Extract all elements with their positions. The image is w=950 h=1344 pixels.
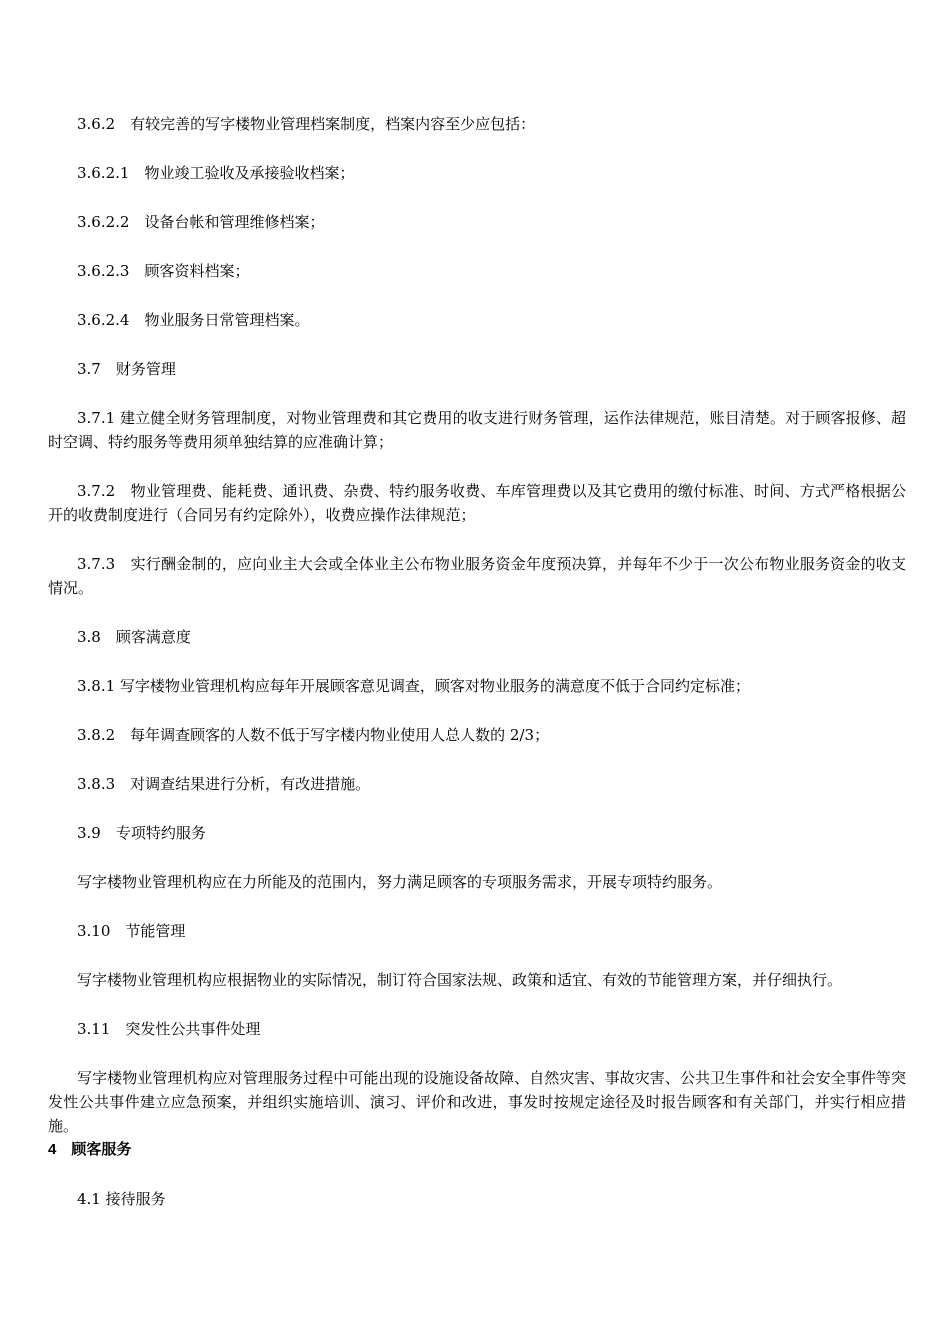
paragraph-3-6-2-3: 3.6.2.3 顾客资料档案； [77,262,250,280]
section-4-heading: 4 顾客服务 [48,1141,132,1158]
paragraph-3-7-3: 3.7.3 实行酬金制的，应向业主大会或全体业主公布物业服务资金年度预决算，并每年不少于一次公布物业服务资金的收支情况。 [48,555,906,597]
section-3-8-title: 3.8 顾客满意度 [77,628,191,646]
paragraph-3-8-1: 3.8.1 写字楼物业管理机构应每年开展顾客意见调查，顾客对物业服务的满意度不低于合同约定标准； [77,677,750,695]
paragraph-3-6-2: 3.6.2 有较完善的写字楼物业管理档案制度，档案内容至少应包括： [77,115,536,133]
paragraph-3-9-body: 写字楼物业管理机构应在力所能及的范围内，努力满足顾客的专项服务需求，开展专项特约服务。 [77,873,723,891]
paragraph-3-7-2: 3.7.2 物业管理费、能耗费、通讯费、杂费、特约服务收费、车库管理费以及其它费用的缴付标准、时间、方式严格根据公开的收费制度进行（合同另有约定除外），收费应操作法律规范； [48,482,906,524]
paragraph-3-10-body: 写字楼物业管理机构应根据物业的实际情况，制订符合国家法规、政策和适宜、有效的节能管理方案，并仔细执行。 [77,971,843,989]
section-3-9-title: 3.9 专项特约服务 [77,824,206,842]
paragraph-3-8-3: 3.8.3 对调查结果进行分析，有改进措施。 [77,775,371,793]
paragraph-4-1: 4.1 接待服务 [77,1190,166,1208]
section-3-11-title: 3.11 突发性公共事件处理 [77,1020,261,1038]
paragraph-3-6-2-2: 3.6.2.2 设备台帐和管理维修档案； [77,213,325,231]
section-3-7-title: 3.7 财务管理 [77,360,176,378]
paragraph-3-11-body: 写字楼物业管理机构应对管理服务过程中可能出现的设施设备故障、自然灾害、事故灾害、公共卫生事件和社会安全事件等突发性公共事件建立应急预案，并组织实施培训、演习、评价和改进，事发时按规定途径及时报告顾客和有关部门，并实行相应措施。 [48,1069,906,1135]
paragraph-3-8-2: 3.8.2 每年调查顾客的人数不低于写字楼内物业使用人总人数的 2/3； [77,726,550,744]
paragraph-3-6-2-1: 3.6.2.1 物业竣工验收及承接验收档案； [77,164,355,182]
document-page [48,112,906,1211]
paragraph-3-6-2-4: 3.6.2.4 物业服务日常管理档案。 [77,311,310,329]
section-3-10-title: 3.10 节能管理 [77,922,186,940]
paragraph-3-7-1: 3.7.1 建立健全财务管理制度，对物业管理费和其它费用的收支进行财务管理，运作法律规范，账目清楚。对于顾客报修、超时空调、特约服务等费用须单独结算的应准确计算； [48,409,906,451]
